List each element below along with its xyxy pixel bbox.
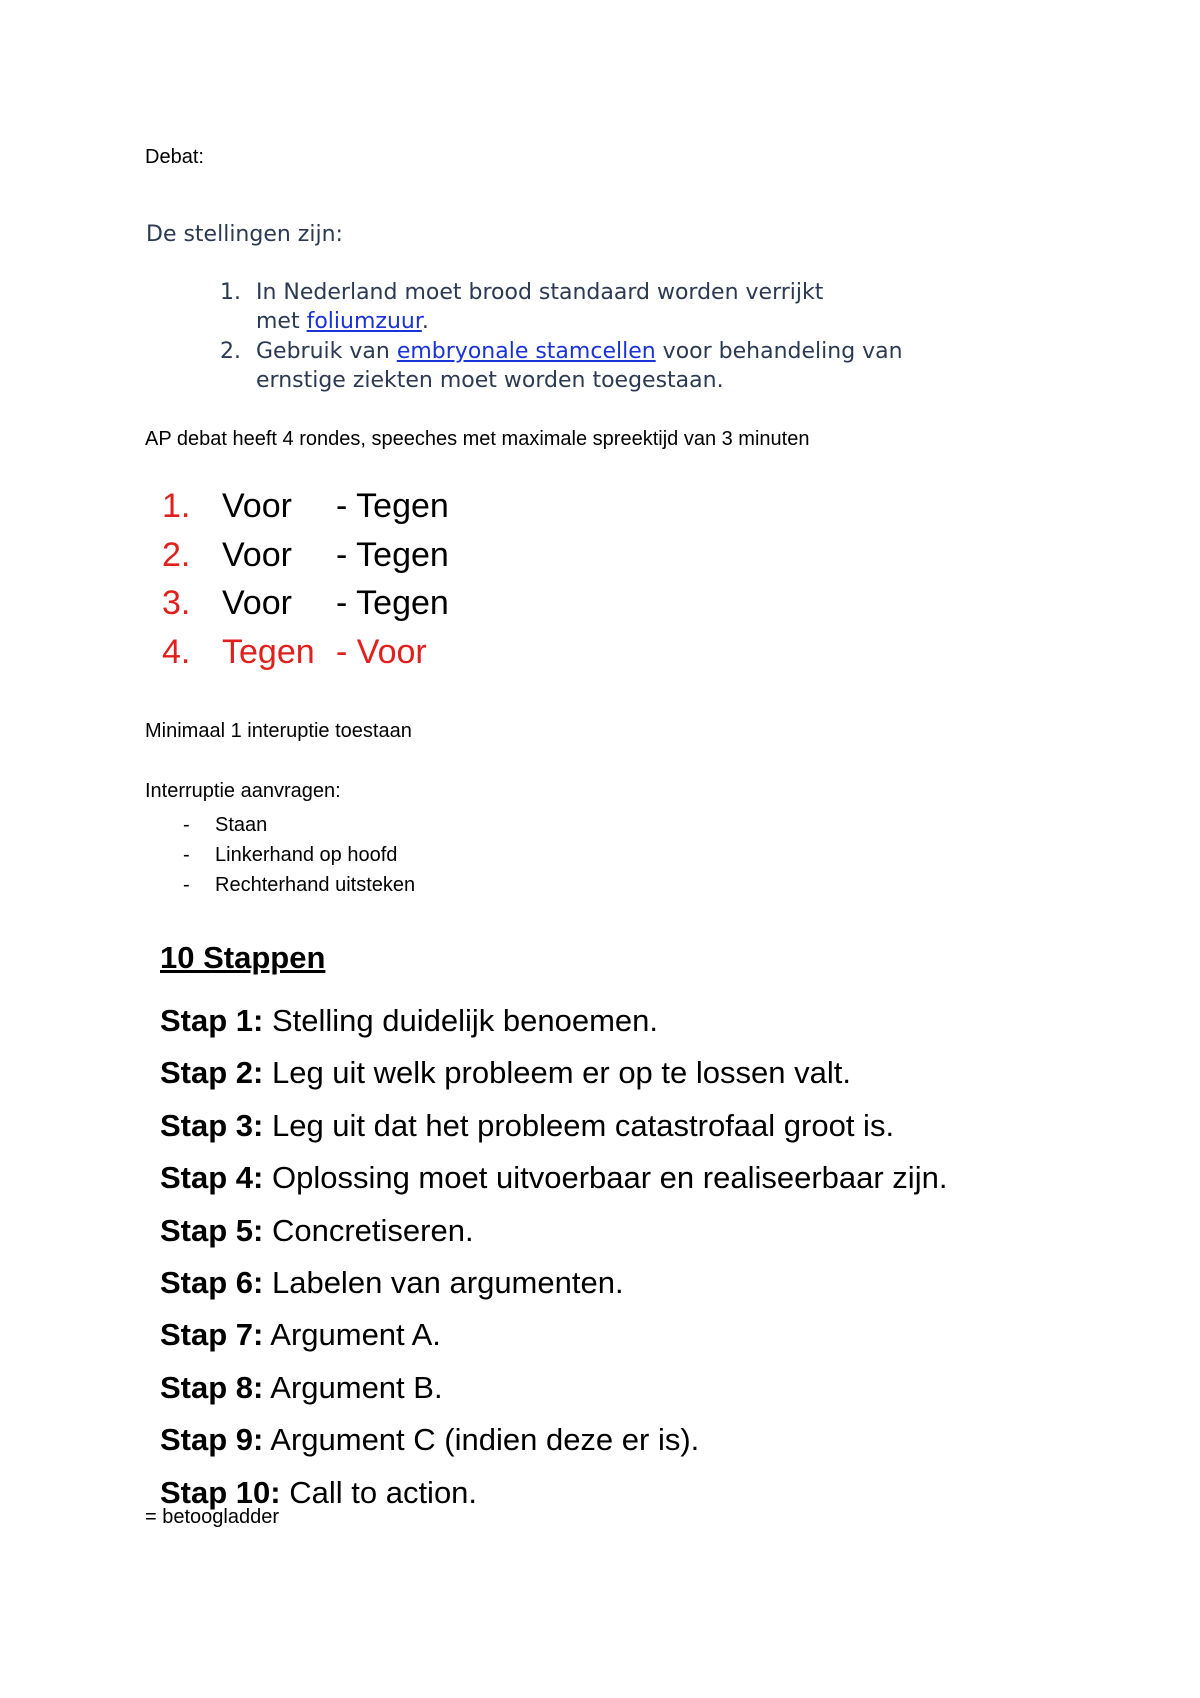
- step-item: Stap 10: Call to action.: [160, 1474, 478, 1510]
- interruption-request-list: [183, 810, 415, 900]
- step-item: Stap 4: Oplossing moet uitvoerbaar en realiseerbaar zijn.: [160, 1160, 948, 1196]
- statement-2-line2: ernstige ziekten moet worden toegestaan.: [256, 368, 724, 393]
- list-item: - Linkerhand op hoofd: [183, 844, 398, 866]
- step-item: Stap 5: Concretiseren.: [160, 1212, 474, 1248]
- page-heading: Debat:: [145, 146, 204, 168]
- round-side-a: Voor: [222, 535, 292, 574]
- step-item: Stap 1: Stelling duidelijk benoemen.: [160, 1003, 659, 1038]
- steps-title: 10 Stappen: [160, 940, 326, 975]
- footer-note: = betoogladder: [145, 1506, 280, 1528]
- round-number: 1.: [162, 487, 191, 525]
- step-item: Stap 6: Labelen van argumenten.: [160, 1265, 624, 1301]
- step-item: Stap 8: Argument B.: [160, 1369, 443, 1405]
- round-number: 4.: [162, 632, 191, 671]
- statement-number: 2.: [220, 339, 241, 364]
- round-side-b: - Tegen: [336, 584, 449, 622]
- round-side-b: - Voor: [336, 632, 427, 671]
- embryonale-stamcellen-link[interactable]: embryonale stamcellen: [396, 339, 656, 364]
- steps-list: [160, 995, 947, 1519]
- round-number: 3.: [162, 584, 191, 622]
- statement-1-line1: In Nederland moet brood standaard worden verrijkt: [256, 280, 824, 305]
- round-side-b: - Tegen: [336, 535, 449, 574]
- round-side-a: Tegen: [222, 632, 315, 671]
- statements-intro: De stellingen zijn:: [146, 222, 343, 247]
- round-row: [162, 628, 449, 677]
- ap-debate-info: AP debat heeft 4 rondes, speeches met maximale spreektijd van 3 minuten: [145, 428, 810, 450]
- rounds-block: [162, 482, 449, 676]
- statement-2-line1: Gebruik van embryonale stamcellen voor behandeling van: [256, 339, 903, 364]
- interruption-request-title: Interruptie aanvragen:: [145, 780, 341, 802]
- round-side-a: Voor: [222, 584, 292, 622]
- foliumzuur-link[interactable]: foliumzuur: [306, 309, 422, 334]
- round-row: [162, 531, 449, 580]
- step-item: Stap 7: Argument A.: [160, 1317, 441, 1353]
- step-item: Stap 2: Leg uit welk probleem er op te lossen valt.: [160, 1055, 851, 1091]
- list-item: - Rechterhand uitsteken: [183, 874, 416, 896]
- step-item: Stap 3: Leg uit dat het probleem catastrofaal groot is.: [160, 1107, 895, 1143]
- step-item: Stap 9: Argument C (indien deze er is).: [160, 1422, 700, 1458]
- round-row: [162, 482, 449, 531]
- interruption-minimum: Minimaal 1 interuptie toestaan: [145, 720, 412, 742]
- round-row: [162, 579, 449, 628]
- round-number: 2.: [162, 535, 191, 574]
- round-side-b: - Tegen: [336, 487, 449, 525]
- statement-number: 1.: [220, 280, 241, 305]
- round-side-a: Voor: [222, 487, 292, 525]
- statement-1-line2: met foliumzuur.: [256, 309, 429, 334]
- list-item: - Staan: [183, 814, 268, 836]
